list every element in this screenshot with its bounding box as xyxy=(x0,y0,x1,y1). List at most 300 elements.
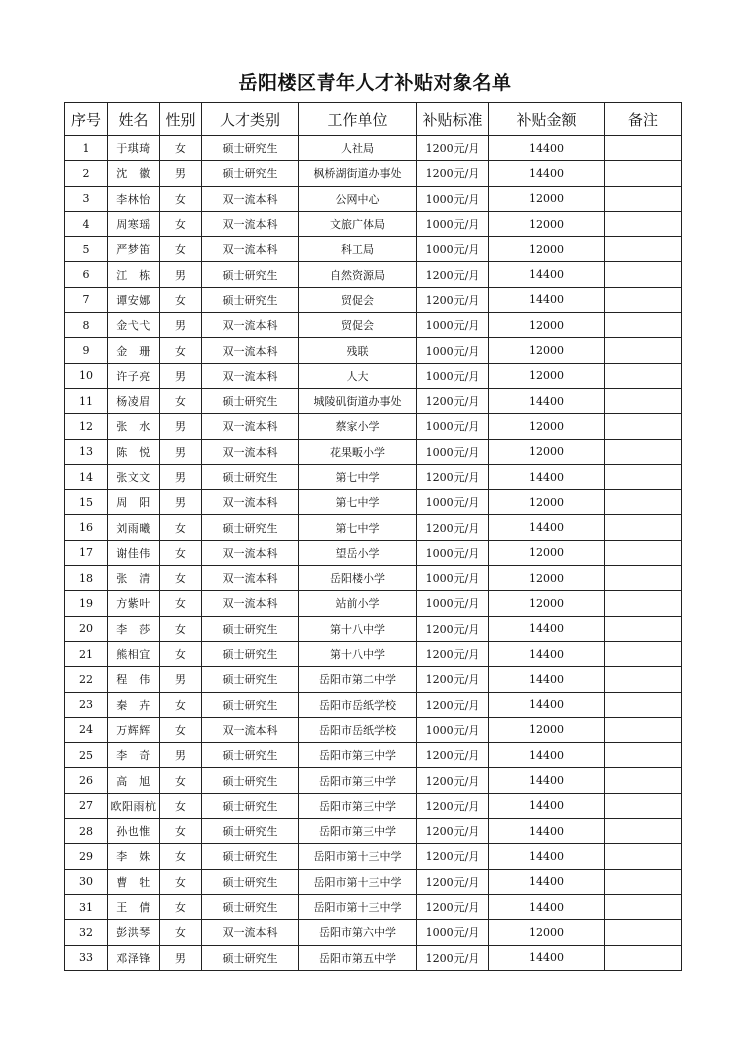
cell-name: 刘雨曦 xyxy=(108,515,160,540)
cell-work-unit: 岳阳市第三中学 xyxy=(299,819,417,844)
cell-name: 孙也惟 xyxy=(108,819,160,844)
cell-subsidy-amount: 12000 xyxy=(489,338,605,363)
cell-subsidy-amount: 14400 xyxy=(489,894,605,919)
cell-subsidy-standard: 1200元/月 xyxy=(417,743,489,768)
cell-subsidy-amount: 12000 xyxy=(489,186,605,211)
cell-work-unit: 花果畈小学 xyxy=(299,439,417,464)
cell-talent-category: 硕士研究生 xyxy=(202,667,299,692)
cell-remarks xyxy=(605,388,682,413)
cell-index: 13 xyxy=(65,439,108,464)
table-header-row xyxy=(65,103,682,136)
cell-talent-category: 硕士研究生 xyxy=(202,161,299,186)
table-row xyxy=(65,743,682,768)
cell-work-unit: 第七中学 xyxy=(299,464,417,489)
cell-talent-category: 硕士研究生 xyxy=(202,793,299,818)
cell-work-unit: 望岳小学 xyxy=(299,540,417,565)
cell-gender: 女 xyxy=(160,566,202,591)
cell-name: 许子亮 xyxy=(108,363,160,388)
cell-subsidy-amount: 14400 xyxy=(489,869,605,894)
table-row xyxy=(65,161,682,186)
cell-work-unit: 贸促会 xyxy=(299,313,417,338)
cell-gender: 女 xyxy=(160,692,202,717)
cell-name: 李林怡 xyxy=(108,186,160,211)
cell-remarks xyxy=(605,490,682,515)
table-row xyxy=(65,591,682,616)
cell-index: 19 xyxy=(65,591,108,616)
cell-name: 程 伟 xyxy=(108,667,160,692)
cell-name: 张文文 xyxy=(108,464,160,489)
cell-talent-category: 硕士研究生 xyxy=(202,869,299,894)
cell-gender: 女 xyxy=(160,388,202,413)
cell-subsidy-standard: 1000元/月 xyxy=(417,363,489,388)
table-row xyxy=(65,717,682,742)
cell-name: 王 倩 xyxy=(108,894,160,919)
cell-work-unit: 城陵矶街道办事处 xyxy=(299,388,417,413)
cell-subsidy-amount: 14400 xyxy=(489,388,605,413)
cell-remarks xyxy=(605,869,682,894)
cell-talent-category: 双一流本科 xyxy=(202,186,299,211)
cell-gender: 女 xyxy=(160,844,202,869)
cell-name: 陈 悦 xyxy=(108,439,160,464)
header-name: 姓名 xyxy=(108,103,160,136)
cell-index: 16 xyxy=(65,515,108,540)
cell-name: 万辉辉 xyxy=(108,717,160,742)
cell-gender: 女 xyxy=(160,616,202,641)
cell-index: 10 xyxy=(65,363,108,388)
cell-subsidy-amount: 14400 xyxy=(489,161,605,186)
cell-subsidy-amount: 14400 xyxy=(489,667,605,692)
cell-name: 沈 徽 xyxy=(108,161,160,186)
cell-gender: 女 xyxy=(160,869,202,894)
header-subsidy-standard: 补贴标准 xyxy=(417,103,489,136)
cell-subsidy-amount: 14400 xyxy=(489,768,605,793)
cell-talent-category: 双一流本科 xyxy=(202,414,299,439)
cell-work-unit: 枫桥湖街道办事处 xyxy=(299,161,417,186)
cell-talent-category: 硕士研究生 xyxy=(202,692,299,717)
cell-remarks xyxy=(605,211,682,236)
cell-remarks xyxy=(605,667,682,692)
table-row xyxy=(65,490,682,515)
cell-name: 李 奇 xyxy=(108,743,160,768)
cell-talent-category: 双一流本科 xyxy=(202,237,299,262)
cell-work-unit: 岳阳市第十三中学 xyxy=(299,869,417,894)
cell-subsidy-standard: 1000元/月 xyxy=(417,490,489,515)
cell-gender: 女 xyxy=(160,515,202,540)
cell-gender: 女 xyxy=(160,591,202,616)
table-body xyxy=(65,136,682,971)
cell-remarks xyxy=(605,540,682,565)
cell-gender: 女 xyxy=(160,894,202,919)
cell-name: 曹 牡 xyxy=(108,869,160,894)
table-row xyxy=(65,388,682,413)
cell-subsidy-standard: 1000元/月 xyxy=(417,237,489,262)
table-row xyxy=(65,414,682,439)
cell-name: 严梦笛 xyxy=(108,237,160,262)
cell-subsidy-amount: 14400 xyxy=(489,692,605,717)
cell-name: 张 水 xyxy=(108,414,160,439)
cell-index: 15 xyxy=(65,490,108,515)
cell-subsidy-standard: 1200元/月 xyxy=(417,515,489,540)
cell-name: 于琪琦 xyxy=(108,136,160,161)
cell-name: 李 姝 xyxy=(108,844,160,869)
cell-gender: 女 xyxy=(160,211,202,236)
table-row xyxy=(65,262,682,287)
cell-subsidy-standard: 1000元/月 xyxy=(417,717,489,742)
document-title: 岳阳楼区青年人才补贴对象名单 xyxy=(238,72,512,94)
cell-talent-category: 双一流本科 xyxy=(202,566,299,591)
cell-subsidy-amount: 12000 xyxy=(489,211,605,236)
header-gender: 性别 xyxy=(160,103,202,136)
cell-name: 秦 卉 xyxy=(108,692,160,717)
cell-work-unit: 第七中学 xyxy=(299,490,417,515)
cell-name: 江 栋 xyxy=(108,262,160,287)
cell-gender: 女 xyxy=(160,920,202,945)
cell-subsidy-standard: 1000元/月 xyxy=(417,591,489,616)
cell-work-unit: 岳阳楼小学 xyxy=(299,566,417,591)
cell-remarks xyxy=(605,591,682,616)
cell-index: 2 xyxy=(65,161,108,186)
cell-name: 欧阳雨杭 xyxy=(108,793,160,818)
table-row xyxy=(65,844,682,869)
cell-index: 24 xyxy=(65,717,108,742)
cell-subsidy-standard: 1000元/月 xyxy=(417,186,489,211)
cell-work-unit: 第十八中学 xyxy=(299,616,417,641)
cell-work-unit: 岳阳市第十三中学 xyxy=(299,844,417,869)
cell-index: 5 xyxy=(65,237,108,262)
cell-subsidy-amount: 14400 xyxy=(489,616,605,641)
cell-talent-category: 硕士研究生 xyxy=(202,819,299,844)
table-row xyxy=(65,211,682,236)
cell-remarks xyxy=(605,136,682,161)
cell-name: 谭安娜 xyxy=(108,287,160,312)
cell-subsidy-standard: 1000元/月 xyxy=(417,439,489,464)
cell-index: 6 xyxy=(65,262,108,287)
table-row xyxy=(65,136,682,161)
cell-talent-category: 硕士研究生 xyxy=(202,844,299,869)
cell-index: 31 xyxy=(65,894,108,919)
cell-work-unit: 岳阳市第三中学 xyxy=(299,793,417,818)
cell-subsidy-standard: 1200元/月 xyxy=(417,768,489,793)
cell-remarks xyxy=(605,262,682,287)
cell-work-unit: 文旅广体局 xyxy=(299,211,417,236)
cell-remarks xyxy=(605,566,682,591)
cell-talent-category: 双一流本科 xyxy=(202,313,299,338)
cell-remarks xyxy=(605,844,682,869)
cell-subsidy-amount: 14400 xyxy=(489,844,605,869)
cell-index: 4 xyxy=(65,211,108,236)
table-row xyxy=(65,566,682,591)
cell-remarks xyxy=(605,641,682,666)
cell-index: 32 xyxy=(65,920,108,945)
cell-subsidy-amount: 14400 xyxy=(489,515,605,540)
cell-gender: 男 xyxy=(160,313,202,338)
table-row xyxy=(65,768,682,793)
cell-index: 30 xyxy=(65,869,108,894)
cell-index: 28 xyxy=(65,819,108,844)
table-row xyxy=(65,920,682,945)
cell-talent-category: 双一流本科 xyxy=(202,717,299,742)
cell-gender: 男 xyxy=(160,363,202,388)
cell-talent-category: 双一流本科 xyxy=(202,338,299,363)
cell-index: 23 xyxy=(65,692,108,717)
cell-gender: 男 xyxy=(160,414,202,439)
cell-gender: 女 xyxy=(160,641,202,666)
cell-index: 17 xyxy=(65,540,108,565)
cell-talent-category: 硕士研究生 xyxy=(202,743,299,768)
cell-gender: 女 xyxy=(160,338,202,363)
table-row xyxy=(65,692,682,717)
cell-index: 33 xyxy=(65,945,108,970)
cell-subsidy-amount: 14400 xyxy=(489,464,605,489)
cell-subsidy-amount: 12000 xyxy=(489,439,605,464)
cell-remarks xyxy=(605,793,682,818)
table-row xyxy=(65,287,682,312)
cell-remarks xyxy=(605,338,682,363)
cell-subsidy-standard: 1000元/月 xyxy=(417,338,489,363)
cell-talent-category: 双一流本科 xyxy=(202,211,299,236)
cell-index: 22 xyxy=(65,667,108,692)
cell-talent-category: 硕士研究生 xyxy=(202,945,299,970)
cell-remarks xyxy=(605,945,682,970)
cell-remarks xyxy=(605,768,682,793)
cell-name: 邓泽锋 xyxy=(108,945,160,970)
cell-gender: 女 xyxy=(160,793,202,818)
header-index: 序号 xyxy=(65,103,108,136)
table-row xyxy=(65,945,682,970)
cell-index: 20 xyxy=(65,616,108,641)
cell-subsidy-amount: 14400 xyxy=(489,793,605,818)
cell-work-unit: 蔡家小学 xyxy=(299,414,417,439)
cell-talent-category: 双一流本科 xyxy=(202,490,299,515)
cell-index: 11 xyxy=(65,388,108,413)
cell-name: 金弋弋 xyxy=(108,313,160,338)
cell-remarks xyxy=(605,743,682,768)
cell-talent-category: 双一流本科 xyxy=(202,540,299,565)
cell-work-unit: 人社局 xyxy=(299,136,417,161)
cell-remarks xyxy=(605,692,682,717)
cell-subsidy-amount: 12000 xyxy=(489,490,605,515)
cell-talent-category: 硕士研究生 xyxy=(202,388,299,413)
cell-talent-category: 硕士研究生 xyxy=(202,136,299,161)
table-row xyxy=(65,540,682,565)
cell-subsidy-standard: 1200元/月 xyxy=(417,894,489,919)
table-row xyxy=(65,869,682,894)
cell-subsidy-standard: 1200元/月 xyxy=(417,262,489,287)
cell-subsidy-amount: 12000 xyxy=(489,566,605,591)
cell-gender: 女 xyxy=(160,237,202,262)
cell-subsidy-amount: 14400 xyxy=(489,287,605,312)
cell-subsidy-amount: 12000 xyxy=(489,920,605,945)
cell-talent-category: 硕士研究生 xyxy=(202,464,299,489)
cell-remarks xyxy=(605,819,682,844)
cell-remarks xyxy=(605,464,682,489)
cell-index: 1 xyxy=(65,136,108,161)
cell-work-unit: 岳阳市第三中学 xyxy=(299,768,417,793)
cell-gender: 男 xyxy=(160,439,202,464)
cell-gender: 女 xyxy=(160,540,202,565)
cell-remarks xyxy=(605,287,682,312)
cell-name: 周寒瑶 xyxy=(108,211,160,236)
table-row xyxy=(65,894,682,919)
cell-gender: 男 xyxy=(160,490,202,515)
subsidy-roster-table xyxy=(64,102,682,971)
cell-gender: 男 xyxy=(160,464,202,489)
cell-index: 9 xyxy=(65,338,108,363)
cell-subsidy-standard: 1200元/月 xyxy=(417,287,489,312)
cell-work-unit: 人大 xyxy=(299,363,417,388)
table-row xyxy=(65,313,682,338)
cell-name: 杨凌眉 xyxy=(108,388,160,413)
cell-remarks xyxy=(605,414,682,439)
table-row xyxy=(65,667,682,692)
cell-talent-category: 硕士研究生 xyxy=(202,894,299,919)
cell-gender: 女 xyxy=(160,136,202,161)
cell-gender: 女 xyxy=(160,186,202,211)
cell-subsidy-standard: 1000元/月 xyxy=(417,414,489,439)
cell-index: 3 xyxy=(65,186,108,211)
cell-subsidy-amount: 12000 xyxy=(489,717,605,742)
cell-name: 熊相宜 xyxy=(108,641,160,666)
cell-subsidy-amount: 12000 xyxy=(489,414,605,439)
table-row xyxy=(65,819,682,844)
cell-name: 周 阳 xyxy=(108,490,160,515)
cell-subsidy-standard: 1000元/月 xyxy=(417,540,489,565)
cell-remarks xyxy=(605,313,682,338)
cell-index: 14 xyxy=(65,464,108,489)
cell-subsidy-standard: 1000元/月 xyxy=(417,313,489,338)
cell-name: 彭洪琴 xyxy=(108,920,160,945)
cell-subsidy-amount: 14400 xyxy=(489,945,605,970)
cell-subsidy-amount: 12000 xyxy=(489,363,605,388)
table-row xyxy=(65,641,682,666)
table-row xyxy=(65,793,682,818)
table-row xyxy=(65,515,682,540)
cell-remarks xyxy=(605,186,682,211)
cell-name: 谢佳伟 xyxy=(108,540,160,565)
cell-subsidy-standard: 1200元/月 xyxy=(417,464,489,489)
cell-talent-category: 硕士研究生 xyxy=(202,287,299,312)
cell-subsidy-standard: 1200元/月 xyxy=(417,844,489,869)
cell-index: 29 xyxy=(65,844,108,869)
cell-gender: 女 xyxy=(160,717,202,742)
header-work-unit: 工作单位 xyxy=(299,103,417,136)
cell-work-unit: 岳阳市第六中学 xyxy=(299,920,417,945)
cell-talent-category: 硕士研究生 xyxy=(202,515,299,540)
table-row xyxy=(65,186,682,211)
cell-work-unit: 岳阳市第二中学 xyxy=(299,667,417,692)
cell-work-unit: 站前小学 xyxy=(299,591,417,616)
table-row xyxy=(65,338,682,363)
cell-subsidy-standard: 1200元/月 xyxy=(417,616,489,641)
cell-index: 25 xyxy=(65,743,108,768)
cell-subsidy-standard: 1200元/月 xyxy=(417,819,489,844)
cell-talent-category: 双一流本科 xyxy=(202,363,299,388)
cell-remarks xyxy=(605,920,682,945)
header-talent-category: 人才类别 xyxy=(202,103,299,136)
cell-gender: 女 xyxy=(160,287,202,312)
cell-subsidy-amount: 14400 xyxy=(489,262,605,287)
cell-gender: 男 xyxy=(160,262,202,287)
cell-subsidy-standard: 1200元/月 xyxy=(417,692,489,717)
table-row xyxy=(65,464,682,489)
cell-index: 26 xyxy=(65,768,108,793)
cell-name: 高 旭 xyxy=(108,768,160,793)
cell-remarks xyxy=(605,439,682,464)
cell-gender: 男 xyxy=(160,945,202,970)
cell-subsidy-standard: 1000元/月 xyxy=(417,920,489,945)
cell-remarks xyxy=(605,363,682,388)
cell-gender: 女 xyxy=(160,819,202,844)
header-remarks: 备注 xyxy=(605,103,682,136)
cell-subsidy-standard: 1200元/月 xyxy=(417,667,489,692)
cell-gender: 男 xyxy=(160,743,202,768)
cell-talent-category: 硕士研究生 xyxy=(202,262,299,287)
cell-talent-category: 硕士研究生 xyxy=(202,616,299,641)
cell-remarks xyxy=(605,515,682,540)
cell-talent-category: 硕士研究生 xyxy=(202,768,299,793)
cell-name: 李 莎 xyxy=(108,616,160,641)
cell-subsidy-amount: 12000 xyxy=(489,540,605,565)
cell-remarks xyxy=(605,161,682,186)
cell-name: 方紫叶 xyxy=(108,591,160,616)
cell-subsidy-amount: 12000 xyxy=(489,237,605,262)
cell-remarks xyxy=(605,237,682,262)
cell-index: 18 xyxy=(65,566,108,591)
cell-talent-category: 双一流本科 xyxy=(202,591,299,616)
cell-subsidy-standard: 1200元/月 xyxy=(417,161,489,186)
cell-work-unit: 第七中学 xyxy=(299,515,417,540)
cell-subsidy-standard: 1200元/月 xyxy=(417,641,489,666)
cell-work-unit: 岳阳市岳纸学校 xyxy=(299,717,417,742)
header-subsidy-amount: 补贴金额 xyxy=(489,103,605,136)
cell-remarks xyxy=(605,717,682,742)
cell-work-unit: 残联 xyxy=(299,338,417,363)
cell-name: 金 珊 xyxy=(108,338,160,363)
cell-gender: 女 xyxy=(160,768,202,793)
cell-subsidy-standard: 1000元/月 xyxy=(417,211,489,236)
table-row xyxy=(65,439,682,464)
cell-subsidy-standard: 1200元/月 xyxy=(417,869,489,894)
cell-remarks xyxy=(605,616,682,641)
cell-index: 7 xyxy=(65,287,108,312)
cell-subsidy-standard: 1200元/月 xyxy=(417,793,489,818)
cell-gender: 男 xyxy=(160,667,202,692)
cell-index: 8 xyxy=(65,313,108,338)
cell-talent-category: 硕士研究生 xyxy=(202,641,299,666)
cell-gender: 男 xyxy=(160,161,202,186)
cell-work-unit: 自然资源局 xyxy=(299,262,417,287)
cell-index: 12 xyxy=(65,414,108,439)
cell-work-unit: 贸促会 xyxy=(299,287,417,312)
cell-work-unit: 岳阳市第五中学 xyxy=(299,945,417,970)
cell-work-unit: 第十八中学 xyxy=(299,641,417,666)
cell-subsidy-standard: 1000元/月 xyxy=(417,566,489,591)
cell-work-unit: 岳阳市第十三中学 xyxy=(299,894,417,919)
cell-subsidy-amount: 14400 xyxy=(489,136,605,161)
cell-talent-category: 双一流本科 xyxy=(202,439,299,464)
table-row xyxy=(65,237,682,262)
cell-subsidy-standard: 1200元/月 xyxy=(417,388,489,413)
cell-work-unit: 科工局 xyxy=(299,237,417,262)
cell-subsidy-amount: 12000 xyxy=(489,591,605,616)
table-row xyxy=(65,616,682,641)
cell-remarks xyxy=(605,894,682,919)
cell-work-unit: 岳阳市岳纸学校 xyxy=(299,692,417,717)
cell-work-unit: 岳阳市第三中学 xyxy=(299,743,417,768)
cell-subsidy-amount: 14400 xyxy=(489,743,605,768)
cell-subsidy-amount: 14400 xyxy=(489,819,605,844)
cell-talent-category: 双一流本科 xyxy=(202,920,299,945)
